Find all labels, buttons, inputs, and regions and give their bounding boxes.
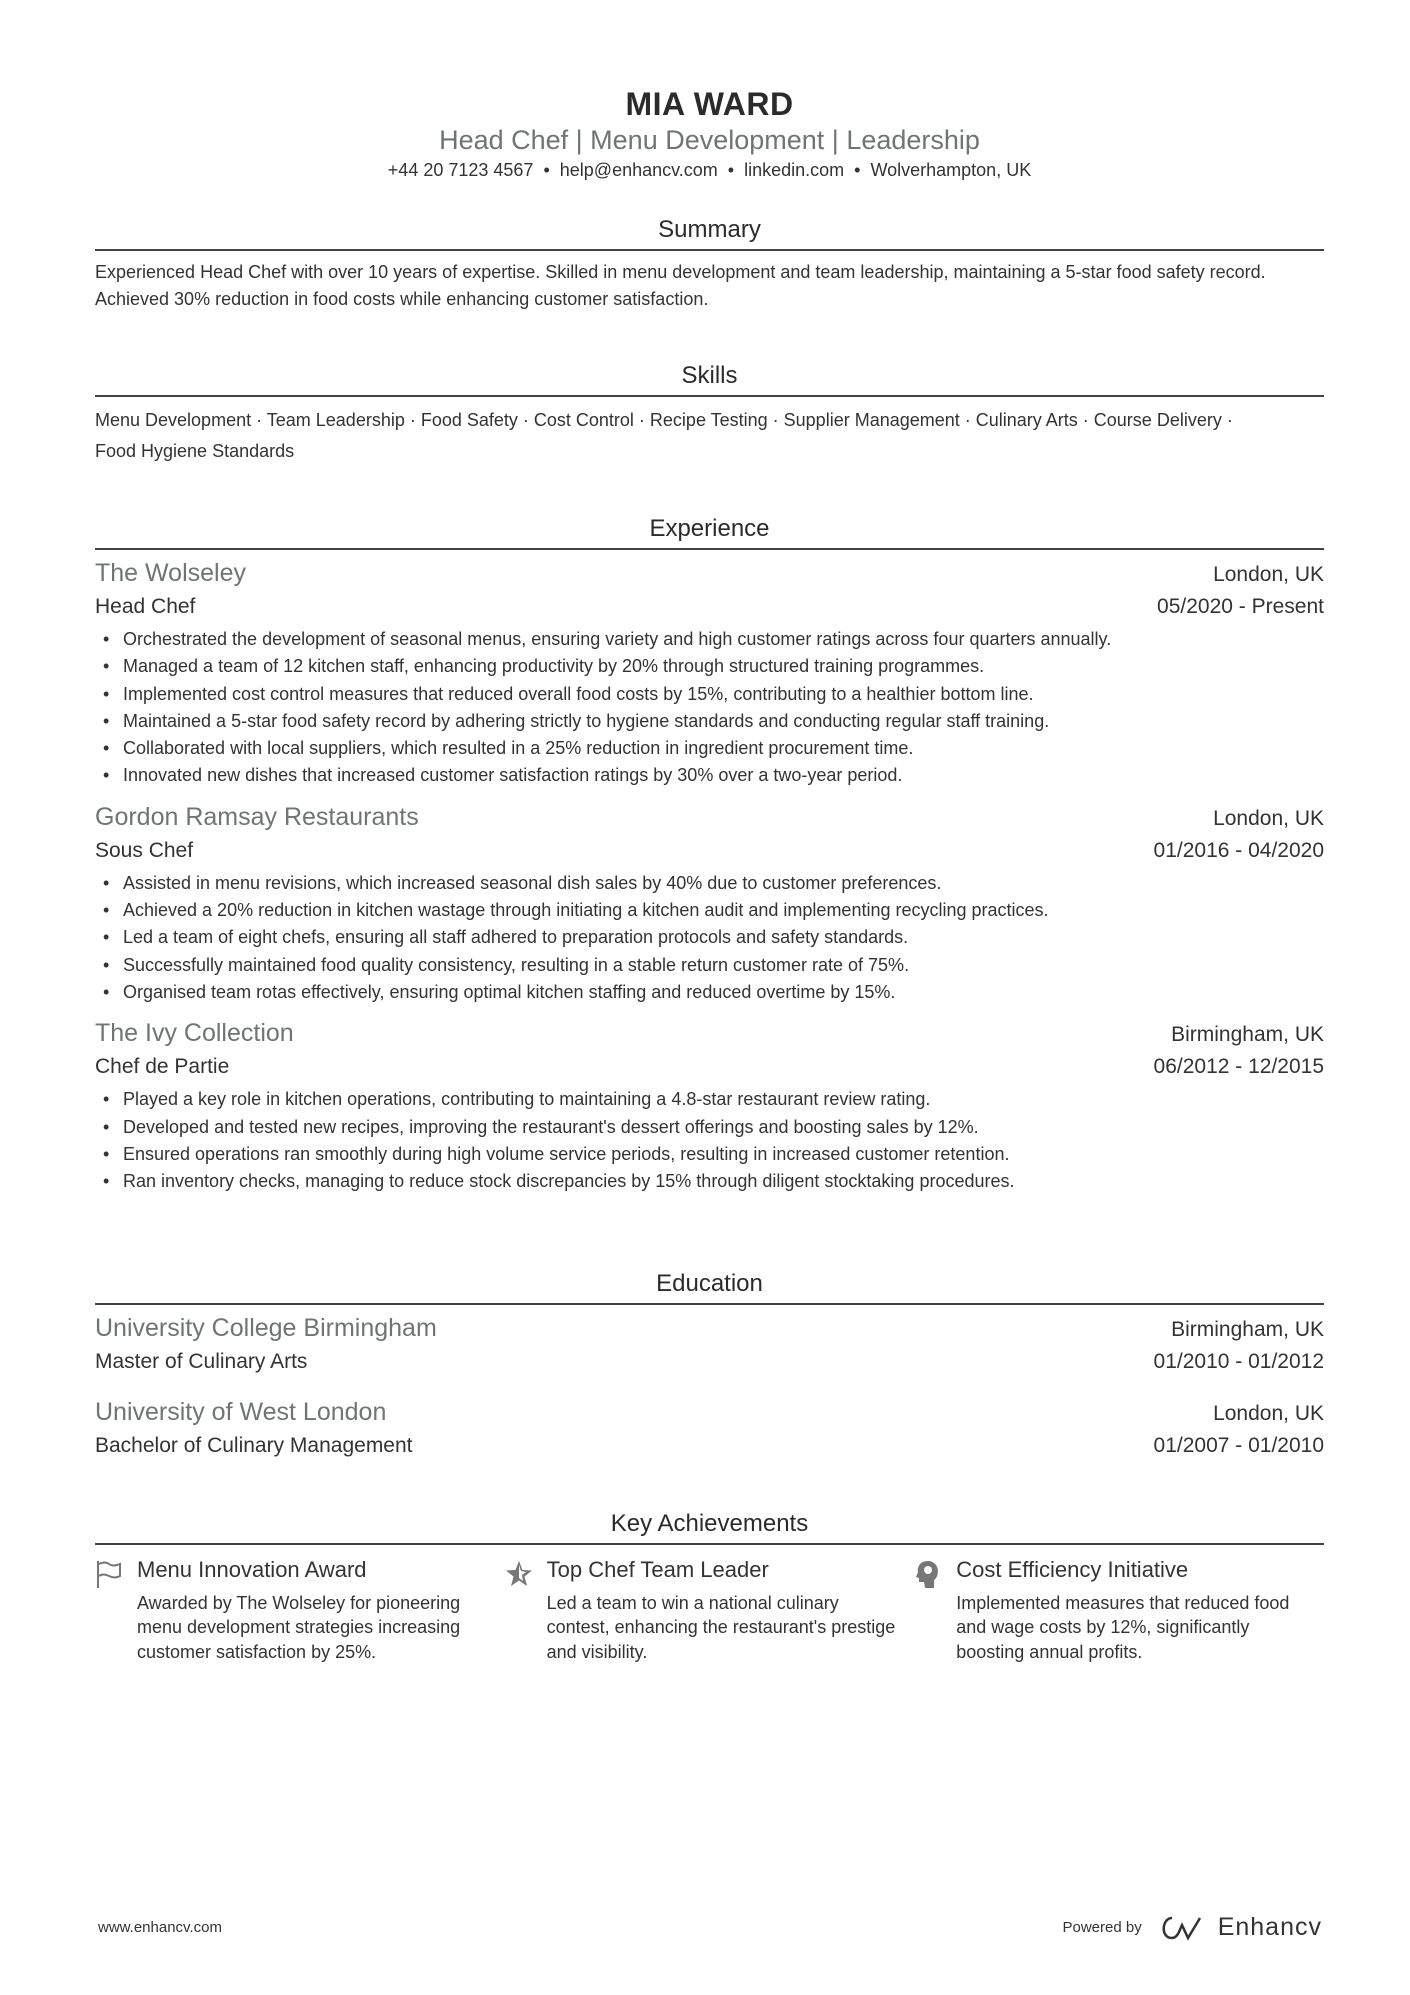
- achievement-text: [956, 1555, 1314, 1664]
- job-entry: [95, 1016, 1324, 1195]
- achievement-text: [137, 1555, 495, 1664]
- summary-text: Experienced Head Chef with over 10 years of expertise. Skilled in menu development and team leadership, maintaining a 5-star food safety record. Achieved 30% reduction in food costs while enhancing customer satisfaction.: [95, 262, 1266, 309]
- education-header: [95, 1395, 1324, 1429]
- achievement-item: [914, 1555, 1324, 1664]
- footer: [98, 1913, 1322, 1942]
- education-location: London, UK: [1213, 1402, 1324, 1425]
- education-dates: 01/2007 - 01/2010: [1153, 1434, 1324, 1457]
- skills-text: Menu Development · Team Leadership · Food Safety · Cost Control · Recipe Testing · Supplier Management · Culinary Arts · Course Delivery · Food Hygiene Standards: [95, 410, 1233, 461]
- education-header: [95, 1311, 1324, 1345]
- bullet-item: • Implemented cost control measures that reduced overall food costs by 15%, contributing to a healthier bottom line.: [95, 681, 1324, 708]
- job-dates: 05/2020 - Present: [1157, 595, 1324, 618]
- section-title: Key Achievements: [610, 1510, 809, 1537]
- achievement-title: Menu Innovation Award: [137, 1557, 367, 1582]
- experience-section: [95, 515, 1324, 1195]
- job-header: [95, 556, 1324, 590]
- education-section: [95, 1270, 1324, 1463]
- powered-by-label: Powered by: [1062, 1919, 1142, 1936]
- achievement-text: [547, 1555, 905, 1664]
- achievement-description: Awarded by The Wolseley for pioneering menu development strategies increasing customer satisfaction by 25%.: [137, 1593, 461, 1662]
- bullet-item: • Achieved a 20% reduction in kitchen wastage through initiating a kitchen audit and implementing recycling practices.: [95, 897, 1324, 924]
- job-subheader: [95, 834, 1324, 868]
- brand-name: Enhancv: [1217, 1913, 1322, 1941]
- bullet-list: [95, 870, 1324, 1006]
- job-header: [95, 800, 1324, 834]
- education-subheader: [95, 1345, 1324, 1379]
- education-dates: 01/2010 - 01/2012: [1153, 1350, 1324, 1373]
- education-subheader: [95, 1429, 1324, 1463]
- section-title: Skills: [681, 362, 738, 389]
- bullet-item: • Successfully maintained food quality consistency, resulting in a stable return customer rate of 75%.: [95, 952, 1324, 979]
- job-title: Head Chef: [95, 595, 196, 618]
- bullet-item: • Developed and tested new recipes, improving the restaurant's dessert offerings and boosting sales by 12%.: [95, 1114, 1324, 1141]
- flag-icon: [95, 1555, 137, 1664]
- bullet-list: [95, 1086, 1324, 1195]
- section-title: Experience: [649, 515, 770, 542]
- achievements-section: [95, 1510, 1324, 1664]
- job-entry: [95, 556, 1324, 790]
- education-entry: [95, 1311, 1324, 1379]
- education-entry: [95, 1395, 1324, 1463]
- contact-line: +44 20 7123 4567 • help@enhancv.com • linkedin.com • Wolverhampton, UK: [387, 160, 1032, 180]
- email-link[interactable]: help@enhancv.com: [559, 160, 718, 180]
- divider: [95, 395, 1324, 397]
- job-title: Chef de Partie: [95, 1055, 230, 1079]
- bullet-item: • Organised team rotas effectively, ensuring optimal kitchen staffing and reduced overtime by 15%.: [95, 979, 1324, 1006]
- divider: [95, 249, 1324, 251]
- job-subheader: [95, 1050, 1324, 1084]
- education-location: Birmingham, UK: [1171, 1318, 1324, 1341]
- job-location: London, UK: [1213, 806, 1324, 830]
- bullet-item: • Assisted in menu revisions, which increased seasonal dish sales by 40% due to customer preferences.: [95, 870, 1324, 897]
- skills-section: [95, 362, 1324, 467]
- job-header: [95, 1016, 1324, 1050]
- job-subheader: [95, 590, 1324, 624]
- company-name: The Wolseley: [95, 559, 246, 587]
- achievement-description: Implemented measures that reduced food and wage costs by 12%, significantly boosting annual profits.: [956, 1593, 1290, 1662]
- bullet-item: • Maintained a 5-star food safety record by adhering strictly to hygiene standards and conducting regular staff training.: [95, 708, 1324, 735]
- bullet-item: • Played a key role in kitchen operations, contributing to maintaining a 4.8-star restaurant review rating.: [95, 1086, 1324, 1113]
- job-location: London, UK: [1213, 563, 1324, 586]
- summary-section: [95, 216, 1324, 313]
- enhancv-logo-icon: [1156, 1915, 1204, 1941]
- bullet-item: • Ran inventory checks, managing to reduce stock discrepancies by 15% through diligent stocktaking procedures.: [95, 1168, 1324, 1195]
- brand: [1062, 1913, 1322, 1942]
- section-title: Education: [656, 1270, 763, 1297]
- bullet-item: • Led a team of eight chefs, ensuring all staff adhered to preparation protocols and safety standards.: [95, 924, 1324, 951]
- degree: Bachelor of Culinary Management: [95, 1434, 413, 1457]
- website-link[interactable]: www.enhancv.com: [98, 1919, 222, 1936]
- linkedin-link[interactable]: linkedin.com: [744, 160, 845, 180]
- bullet-item: • Orchestrated the development of seasonal menus, ensuring variety and high customer ratings across four quarters annually.: [95, 626, 1324, 653]
- bullet-item: • Ensured operations ran smoothly during high volume service periods, resulting in increased customer retention.: [95, 1141, 1324, 1168]
- section-title: Summary: [658, 216, 761, 243]
- job-dates: 01/2016 - 04/2020: [1153, 838, 1324, 862]
- divider: [95, 1543, 1324, 1545]
- divider: [95, 548, 1324, 550]
- job-dates: 06/2012 - 12/2015: [1153, 1055, 1324, 1079]
- company-name: The Ivy Collection: [95, 1019, 294, 1048]
- achievement-title: Cost Efficiency Initiative: [956, 1557, 1189, 1582]
- company-name: Gordon Ramsay Restaurants: [95, 802, 419, 831]
- school-name: University of West London: [95, 1398, 387, 1426]
- candidate-subtitle: Head Chef | Menu Development | Leadership: [439, 125, 980, 155]
- achievement-item: [505, 1555, 915, 1664]
- divider: [95, 1303, 1324, 1305]
- job-title: Sous Chef: [95, 838, 194, 862]
- candidate-name: MIA WARD: [625, 86, 794, 122]
- location: Wolverhampton, UK: [870, 160, 1032, 180]
- degree: Master of Culinary Arts: [95, 1350, 308, 1373]
- school-name: University College Birmingham: [95, 1314, 437, 1342]
- achievement-description: Led a team to win a national culinary contest, enhancing the restaurant's prestige and visibility.: [546, 1593, 896, 1662]
- bullet-item: • Collaborated with local suppliers, which resulted in a 25% reduction in ingredient procurement time.: [95, 735, 1324, 762]
- bullet-list: [95, 626, 1324, 790]
- phone: +44 20 7123 4567: [387, 160, 534, 180]
- bullet-item: • Managed a team of 12 kitchen staff, enhancing productivity by 20% through structured training programmes.: [95, 653, 1324, 680]
- job-location: Birmingham, UK: [1171, 1023, 1324, 1047]
- lightbulb-head-icon: [914, 1555, 956, 1664]
- achievement-item: [95, 1555, 505, 1664]
- achievement-title: Top Chef Team Leader: [546, 1557, 769, 1582]
- bullet-item: • Innovated new dishes that increased customer satisfaction ratings by 30% over a two-year period.: [95, 762, 1324, 789]
- star-icon: [505, 1555, 547, 1664]
- job-entry: [95, 800, 1324, 1006]
